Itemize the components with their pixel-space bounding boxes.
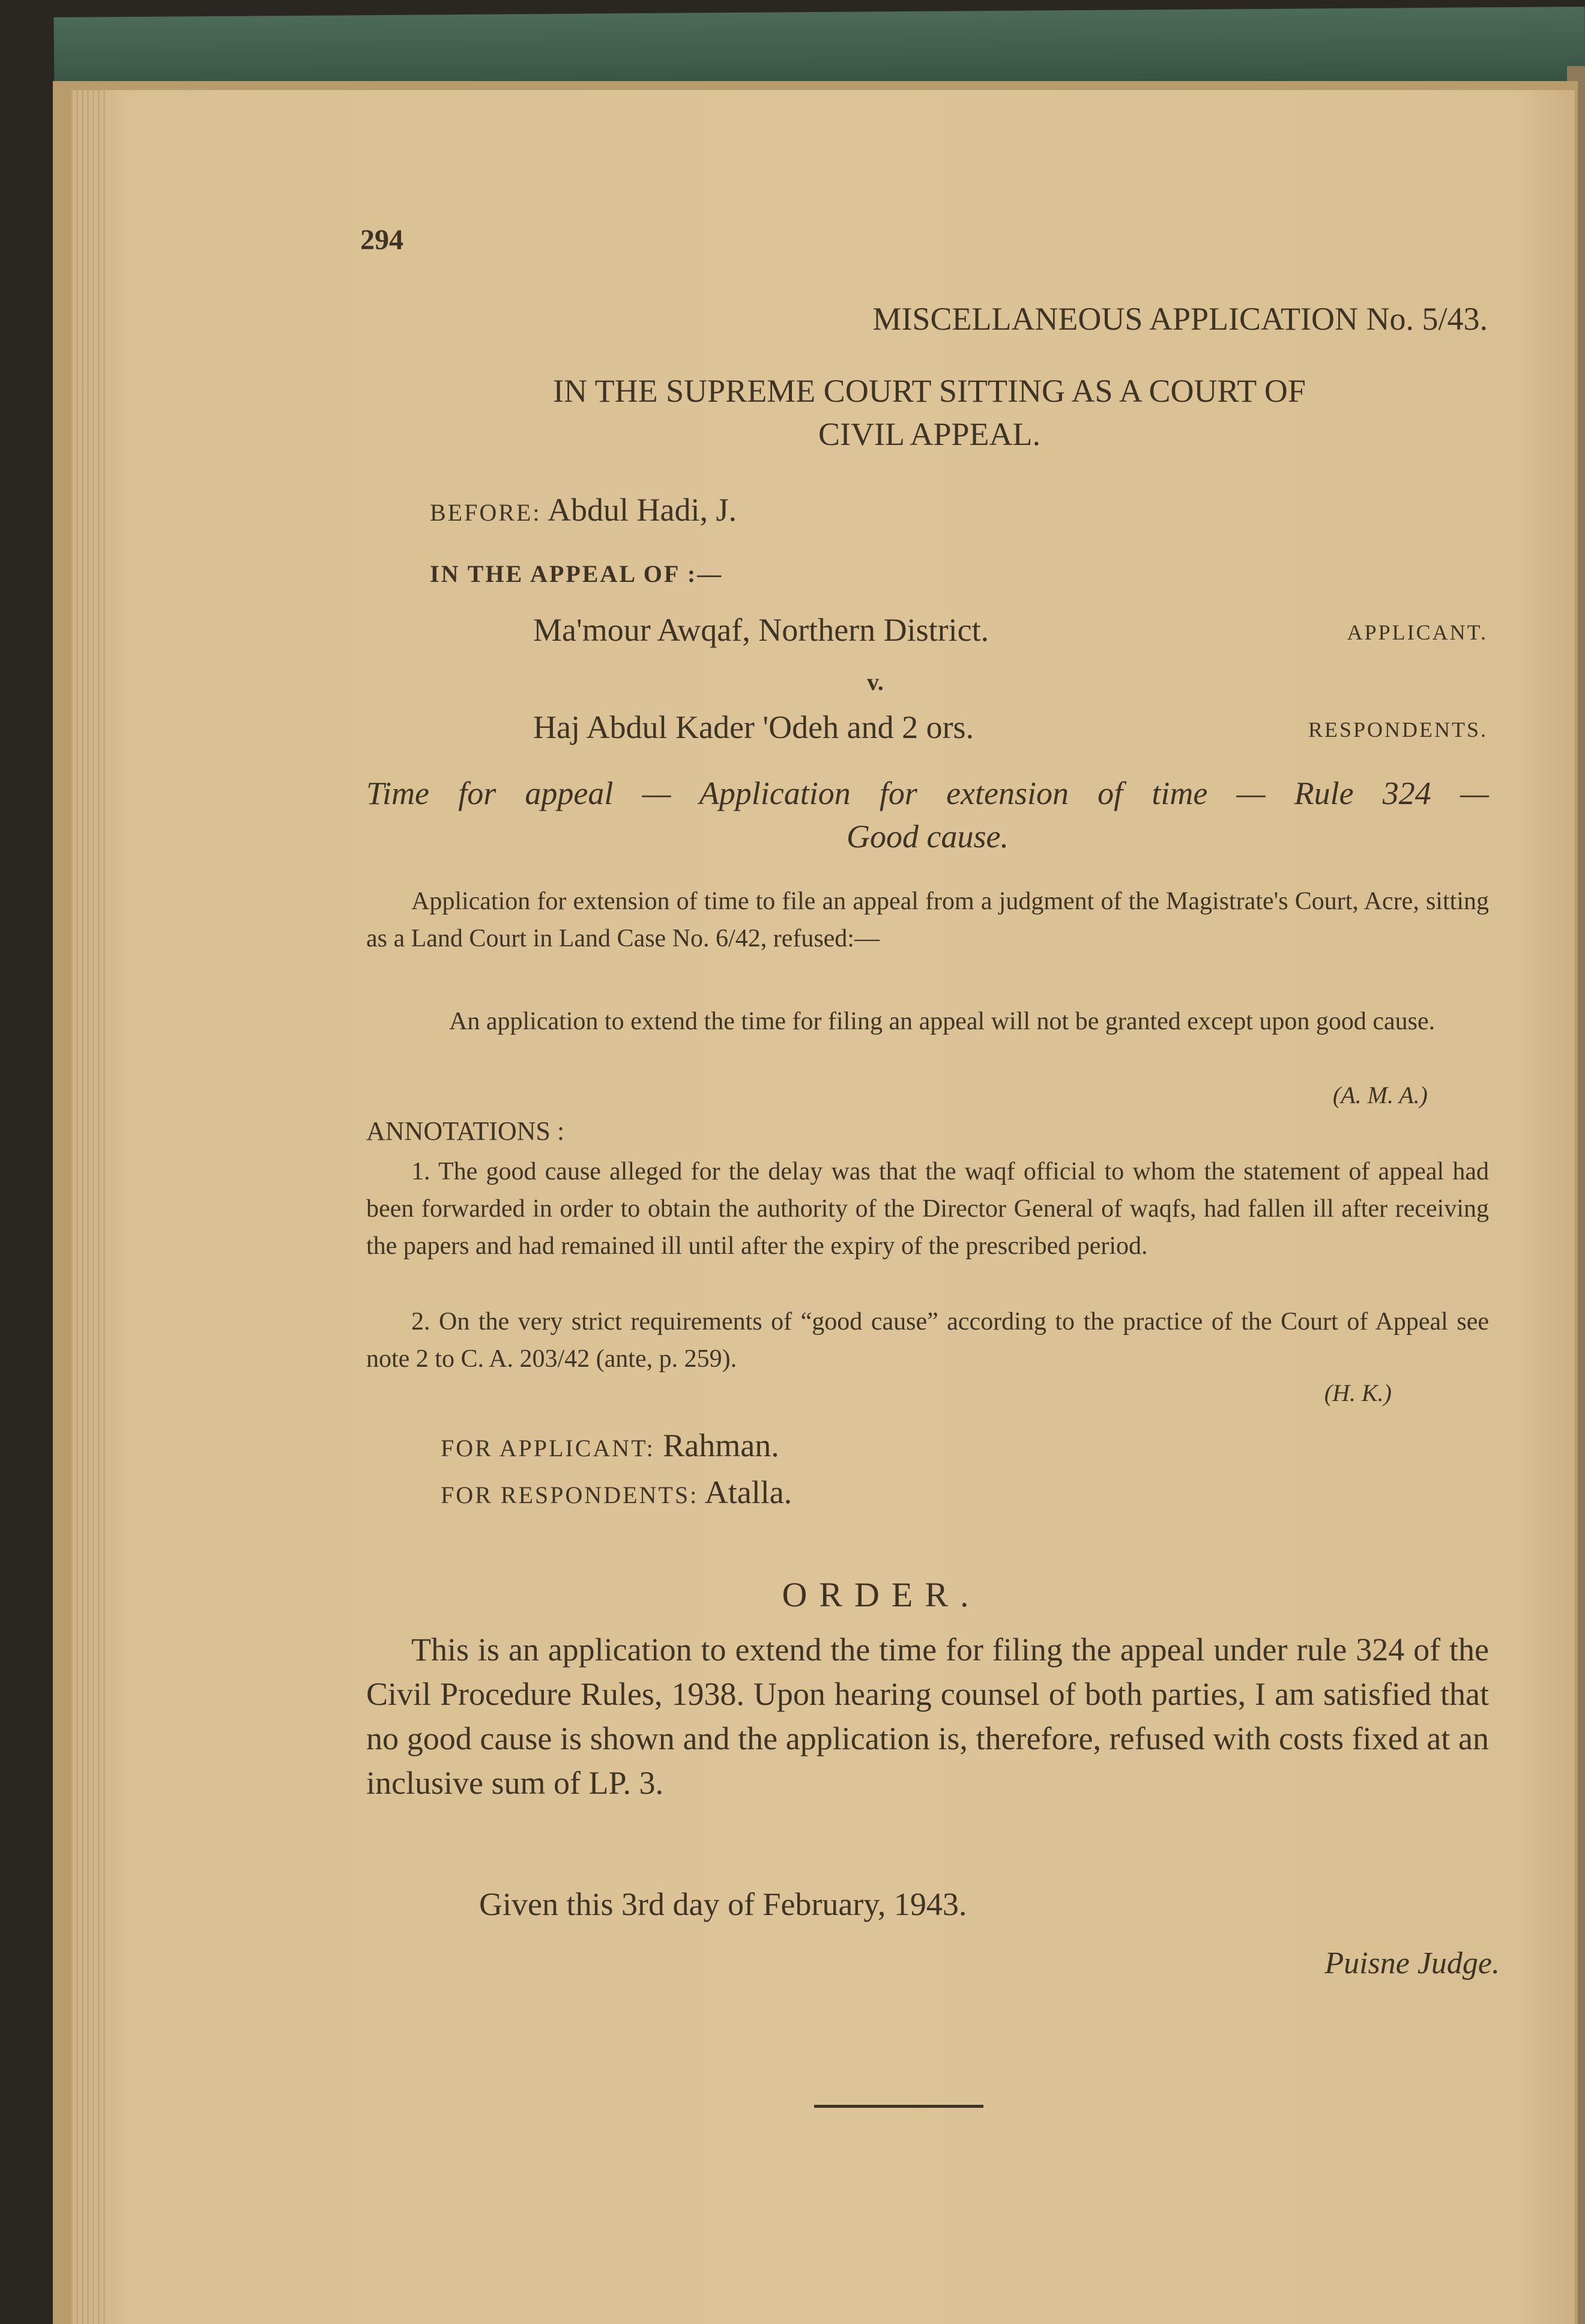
signature: Puisne Judge.	[1324, 1946, 1500, 1981]
book-page	[71, 90, 1575, 2324]
court-heading-line-2: CIVIL APPEAL.	[818, 416, 1040, 452]
closing-rule	[814, 2105, 983, 2108]
annotation-1: 1. The good cause alleged for the delay was that the waqf official to whom the statement of appeal had been forwarded in order to obtain the authority of the Director General of waqfs, had fallen ill after receiving the papers and had remained ill until after the expiry of the prescribed period.	[366, 1158, 1489, 1260]
synopsis: Application for extension of time to file an appeal from a judgment of the Magistrate's Court, Acre, sitting as a Land Court in Land Case No. 6/42, refused:—	[366, 888, 1489, 952]
page-edge	[71, 90, 107, 2324]
applicant-name: Ma'mour Awqaf, Northern District.	[533, 612, 989, 648]
before-line	[430, 491, 737, 528]
counsel-respondents-label: FOR RESPONDENTS:	[441, 1481, 699, 1508]
headnote-line-2: Good cause.	[847, 819, 1009, 855]
annotation-initials: (H. K.)	[1324, 1379, 1392, 1406]
held-paragraph: An application to extend the time for filing an appeal will not be granted except upon good cause.	[449, 1008, 1436, 1035]
respondents-role: RESPONDENTS.	[1308, 718, 1488, 742]
before-judge: Abdul Hadi, J.	[548, 492, 737, 528]
annotation-2: 2. On the very strict requirements of “good cause” according to the practice of the Court of Appeal see note 2 to C. A. 203/42 (ante, p. 259).	[366, 1308, 1489, 1373]
order-text: This is an application to extend the time for filing the appeal under rule 324 of the Civil Procedure Rules, 1938. Upon hearing counsel of both parties, I am satisfied that no good cause is shown and the application is, therefore, refused with costs fixed at an inclusive sum of LP. 3.	[366, 1632, 1489, 1801]
applicant-role: APPLICANT.	[1347, 620, 1488, 644]
order-heading: ORDER.	[782, 1575, 981, 1614]
appeal-of-label: IN THE APPEAL OF :—	[430, 560, 723, 587]
counsel-applicant-label: FOR APPLICANT:	[441, 1435, 655, 1462]
annotations-heading: ANNOTATIONS :	[366, 1116, 565, 1146]
headnote-line-1: Time for appeal — Application for extension of time — Rule 324 —	[366, 775, 1489, 811]
before-label: BEFORE:	[430, 499, 542, 526]
counsel-respondents-name: Atalla.	[704, 1474, 792, 1510]
counsel-applicant	[441, 1427, 779, 1464]
counsel-applicant-name: Rahman.	[663, 1427, 779, 1463]
court-heading-line-1: IN THE SUPREME COURT SITTING AS A COURT OF	[553, 373, 1306, 409]
given-date: Given this 3rd day of February, 1943.	[479, 1886, 967, 1922]
respondents-name: Haj Abdul Kader 'Odeh and 2 ors.	[533, 709, 974, 745]
page-number: 294	[360, 224, 403, 256]
counsel-respondents	[441, 1474, 792, 1511]
versus: v.	[867, 668, 884, 695]
held-initials: (A. M. A.)	[1332, 1082, 1428, 1109]
case-title: MISCELLANEOUS APPLICATION No. 5/43.	[872, 301, 1488, 337]
